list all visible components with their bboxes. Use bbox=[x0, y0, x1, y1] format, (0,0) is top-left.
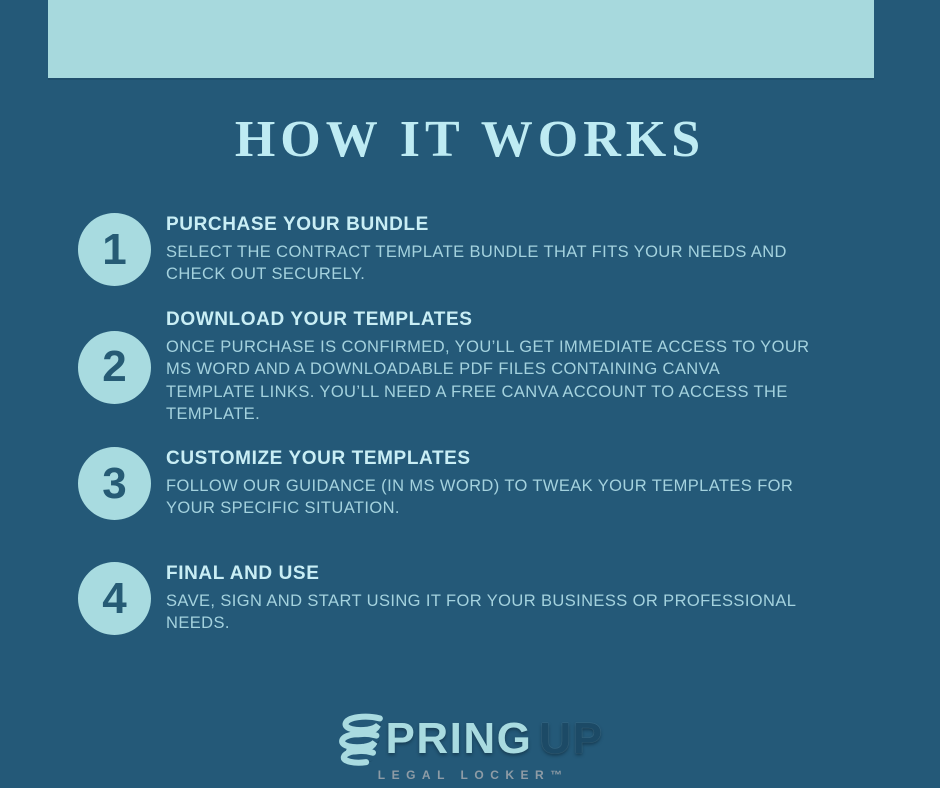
spring-s-icon bbox=[337, 711, 385, 767]
brand-wordmark bbox=[337, 711, 604, 767]
step-item-4 bbox=[78, 562, 838, 635]
step-number-badge: 1 bbox=[78, 213, 151, 286]
step-number-badge: 2 bbox=[78, 331, 151, 404]
step-text-block bbox=[166, 563, 796, 635]
brand-tagline: LEGAL LOCKER™ bbox=[377, 768, 569, 782]
step-item-3 bbox=[78, 447, 838, 520]
step-body-line: NEEDS. bbox=[166, 614, 230, 633]
step-body-line: CHECK OUT SECURELY. bbox=[166, 265, 366, 283]
step-text-block bbox=[166, 448, 793, 520]
page-title: HOW IT WORKS bbox=[234, 111, 706, 168]
step-text-block bbox=[166, 214, 787, 286]
step-heading: FINAL AND USE bbox=[166, 562, 320, 584]
step-body-line: MS WORD AND A DOWNLOADABLE PDF FILES CONTAINING CANVA bbox=[166, 360, 721, 379]
step-body-line: FOLLOW OUR GUIDANCE (IN MS WORD) TO TWEAK YOUR TEMPLATES FOR bbox=[166, 476, 794, 495]
brand-name-accent: UP bbox=[539, 714, 604, 763]
step-text-block bbox=[166, 309, 809, 425]
step-heading: PURCHASE YOUR BUNDLE bbox=[166, 213, 429, 235]
step-item-2 bbox=[78, 309, 838, 425]
brand-logo bbox=[0, 711, 940, 782]
step-item-1 bbox=[78, 213, 838, 286]
step-heading: CUSTOMIZE YOUR TEMPLATES bbox=[166, 447, 471, 469]
step-body-line: ONCE PURCHASE IS CONFIRMED, YOU’LL GET IMMEDIATE ACCESS TO YOUR bbox=[166, 338, 810, 356]
header-band bbox=[48, 0, 874, 78]
step-body-line: SAVE, SIGN AND START USING IT FOR YOUR BUSINESS OR PROFESSIONAL bbox=[166, 591, 797, 610]
step-number-badge: 3 bbox=[78, 447, 151, 520]
brand-name-main: PRING bbox=[385, 714, 533, 763]
step-number-badge: 4 bbox=[78, 562, 151, 635]
step-heading: DOWNLOAD YOUR TEMPLATES bbox=[166, 309, 473, 330]
step-body-line: TEMPLATE. bbox=[166, 404, 261, 423]
step-body-line: YOUR SPECIFIC SITUATION. bbox=[166, 499, 400, 518]
step-body-line: TEMPLATE LINKS. YOU’LL NEED A FREE CANVA ACCOUNT TO ACCESS THE bbox=[166, 382, 788, 401]
steps-list bbox=[78, 213, 838, 635]
step-body-line: SELECT THE CONTRACT TEMPLATE BUNDLE THAT FITS YOUR NEEDS AND bbox=[166, 242, 787, 261]
